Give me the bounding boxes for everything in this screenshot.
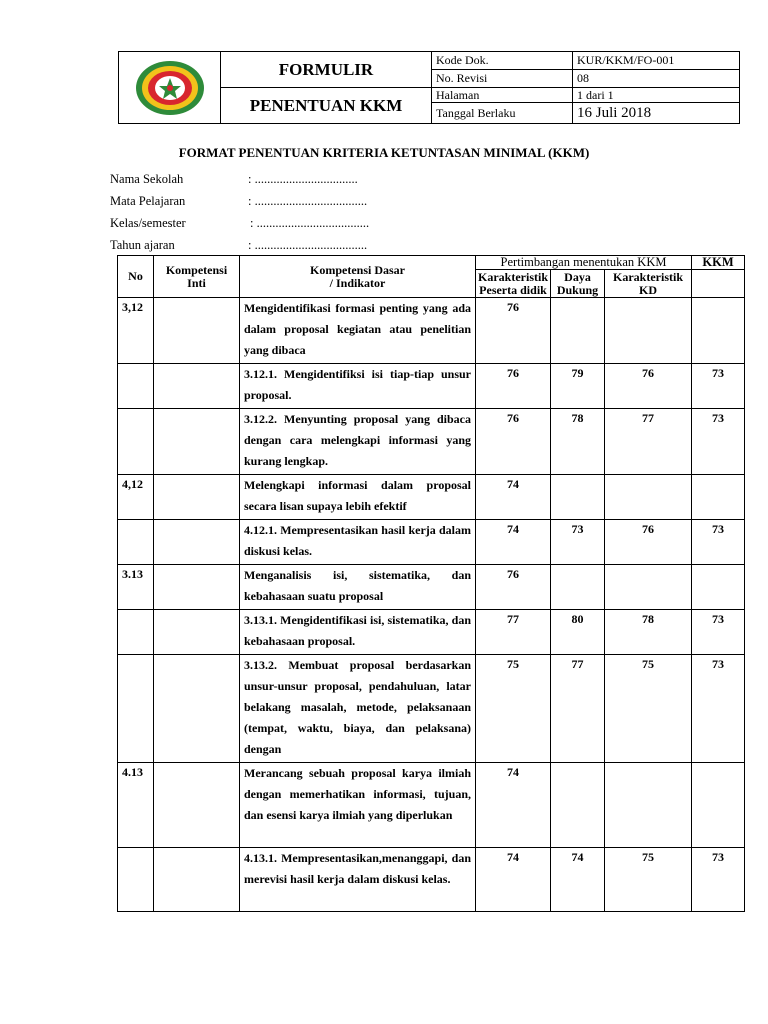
cell-daya-dukung — [551, 763, 605, 848]
cell-kd: 3.12.2. Menyunting proposal yang dibaca dengan cara melengkapi informasi yang kurang lengkap. — [240, 409, 476, 475]
cell-kkm — [692, 475, 745, 520]
cell-karakteristik-peserta: 75 — [476, 655, 551, 763]
cell-no: 4,12 — [118, 475, 154, 520]
document-header — [118, 51, 740, 124]
cell-ki — [154, 655, 240, 763]
header-karakteristik-kd: Karakteristik KD — [605, 270, 692, 298]
header-karakteristik-peserta: Karakteristik Peserta didik — [476, 270, 551, 298]
cell-kkm: 73 — [692, 520, 745, 565]
cell-kkm: 73 — [692, 409, 745, 475]
meta-value-revisi: 08 — [573, 70, 740, 88]
cell-kkm: 73 — [692, 610, 745, 655]
cell-kd: Melengkapi informasi dalam proposal secara lisan supaya lebih efektif — [240, 475, 476, 520]
cell-karakteristik-kd: 77 — [605, 409, 692, 475]
form-title-line1: FORMULIR — [221, 52, 432, 88]
header-no: No — [118, 256, 154, 298]
cell-no — [118, 520, 154, 565]
cell-no — [118, 409, 154, 475]
header-pertimbangan: Pertimbangan menentukan KKM — [476, 256, 692, 270]
info-value: : .................................... — [248, 194, 368, 208]
cell-kkm — [692, 763, 745, 848]
table-row — [118, 364, 745, 409]
meta-value-halaman: 1 dari 1 — [573, 88, 740, 103]
cell-karakteristik-kd — [605, 298, 692, 364]
cell-daya-dukung: 77 — [551, 655, 605, 763]
meta-value-tanggal: 16 Juli 2018 — [573, 103, 740, 124]
cell-kd: 4.12.1. Mempresentasikan hasil kerja dalam diskusi kelas. — [240, 520, 476, 565]
meta-label-kode: Kode Dok. — [432, 52, 573, 70]
cell-karakteristik-peserta: 76 — [476, 364, 551, 409]
header-kompetensi-dasar: Kompetensi Dasar / Indikator — [240, 256, 476, 298]
meta-label-revisi: No. Revisi — [432, 70, 573, 88]
cell-kd: 3.13.2. Membuat proposal berdasarkan unsur-unsur proposal, pendahuluan, latar belakang masalah, metode, pelaksanaan (tempat, waktu, biaya, dan pelaksana) dengan — [240, 655, 476, 763]
cell-daya-dukung: 74 — [551, 848, 605, 912]
cell-ki — [154, 298, 240, 364]
cell-ki — [154, 763, 240, 848]
cell-no: 3.13 — [118, 565, 154, 610]
cell-kd: 3.12.1. Mengidentifiksi isi tiap-tiap unsur proposal. — [240, 364, 476, 409]
cell-karakteristik-peserta: 77 — [476, 610, 551, 655]
cell-karakteristik-kd: 75 — [605, 655, 692, 763]
info-label: Kelas/semester — [110, 216, 186, 230]
table-row — [118, 298, 745, 364]
meta-label-tanggal: Tanggal Berlaku — [432, 103, 573, 124]
form-title-line2: PENENTUAN KKM — [221, 88, 432, 124]
cell-karakteristik-kd: 76 — [605, 520, 692, 565]
cell-daya-dukung — [551, 298, 605, 364]
document-title: FORMAT PENENTUAN KRITERIA KETUNTASAN MINIMAL (KKM) — [178, 145, 590, 160]
cell-no — [118, 848, 154, 912]
info-value: : ................................. — [248, 172, 358, 186]
info-label: Mata Pelajaran — [110, 194, 186, 208]
cell-no — [118, 364, 154, 409]
cell-karakteristik-kd — [605, 565, 692, 610]
cell-kkm — [692, 565, 745, 610]
cell-karakteristik-peserta: 76 — [476, 298, 551, 364]
cell-karakteristik-peserta: 74 — [476, 763, 551, 848]
table-row — [118, 763, 745, 848]
header-kkm: KKM — [692, 256, 745, 270]
table-row — [118, 655, 745, 763]
meta-value-kode: KUR/KKM/FO-001 — [573, 52, 740, 70]
cell-karakteristik-peserta: 76 — [476, 409, 551, 475]
header-daya-dukung: Daya Dukung — [551, 270, 605, 298]
cell-kkm: 73 — [692, 364, 745, 409]
school-emblem-icon — [132, 59, 208, 117]
cell-kd: Menganalisis isi, sistematika, dan kebahasaan suatu proposal — [240, 565, 476, 610]
cell-karakteristik-peserta: 76 — [476, 565, 551, 610]
cell-no — [118, 610, 154, 655]
cell-kkm: 73 — [692, 655, 745, 763]
table-row — [118, 565, 745, 610]
cell-karakteristik-kd: 76 — [605, 364, 692, 409]
cell-karakteristik-peserta: 74 — [476, 520, 551, 565]
meta-label-halaman: Halaman — [432, 88, 573, 103]
cell-no — [118, 655, 154, 763]
table-row — [118, 848, 745, 912]
cell-daya-dukung: 80 — [551, 610, 605, 655]
cell-ki — [154, 565, 240, 610]
cell-ki — [154, 610, 240, 655]
cell-karakteristik-kd: 78 — [605, 610, 692, 655]
cell-no: 3,12 — [118, 298, 154, 364]
cell-karakteristik-peserta: 74 — [476, 848, 551, 912]
info-label: Tahun ajaran — [110, 238, 175, 252]
cell-daya-dukung: 78 — [551, 409, 605, 475]
table-row — [118, 520, 745, 565]
cell-ki — [154, 475, 240, 520]
cell-no: 4.13 — [118, 763, 154, 848]
cell-kd: Merancang sebuah proposal karya ilmiah dengan memerhatikan informasi, tujuan, dan esensi karya ilmiah yang diperlukan — [240, 763, 476, 848]
kkm-table — [117, 255, 745, 912]
info-value: : .................................... — [250, 216, 370, 230]
cell-daya-dukung: 73 — [551, 520, 605, 565]
table-row — [118, 409, 745, 475]
cell-kkm: 73 — [692, 848, 745, 912]
cell-karakteristik-kd — [605, 763, 692, 848]
cell-kd: 4.13.1. Mempresentasikan,menanggapi, dan merevisi hasil kerja dalam diskusi kelas. — [240, 848, 476, 912]
cell-daya-dukung — [551, 475, 605, 520]
cell-ki — [154, 409, 240, 475]
cell-ki — [154, 520, 240, 565]
header-kkm-blank — [692, 270, 745, 298]
cell-kkm — [692, 298, 745, 364]
cell-kd: 3.13.1. Mengidentifikasi isi, sistematika, dan kebahasaan proposal. — [240, 610, 476, 655]
info-label: Nama Sekolah — [110, 172, 184, 186]
cell-karakteristik-kd: 75 — [605, 848, 692, 912]
cell-ki — [154, 848, 240, 912]
cell-daya-dukung — [551, 565, 605, 610]
table-row — [118, 475, 745, 520]
cell-karakteristik-peserta: 74 — [476, 475, 551, 520]
info-value: : .................................... — [248, 238, 368, 252]
cell-ki — [154, 364, 240, 409]
table-row — [118, 610, 745, 655]
cell-daya-dukung: 79 — [551, 364, 605, 409]
cell-karakteristik-kd — [605, 475, 692, 520]
cell-kd: Mengidentifikasi formasi penting yang ada dalam proposal kegiatan atau penelitian yang dibaca — [240, 298, 476, 364]
logo-cell — [119, 52, 221, 124]
header-kompetensi-inti: Kompetensi Inti — [154, 256, 240, 298]
